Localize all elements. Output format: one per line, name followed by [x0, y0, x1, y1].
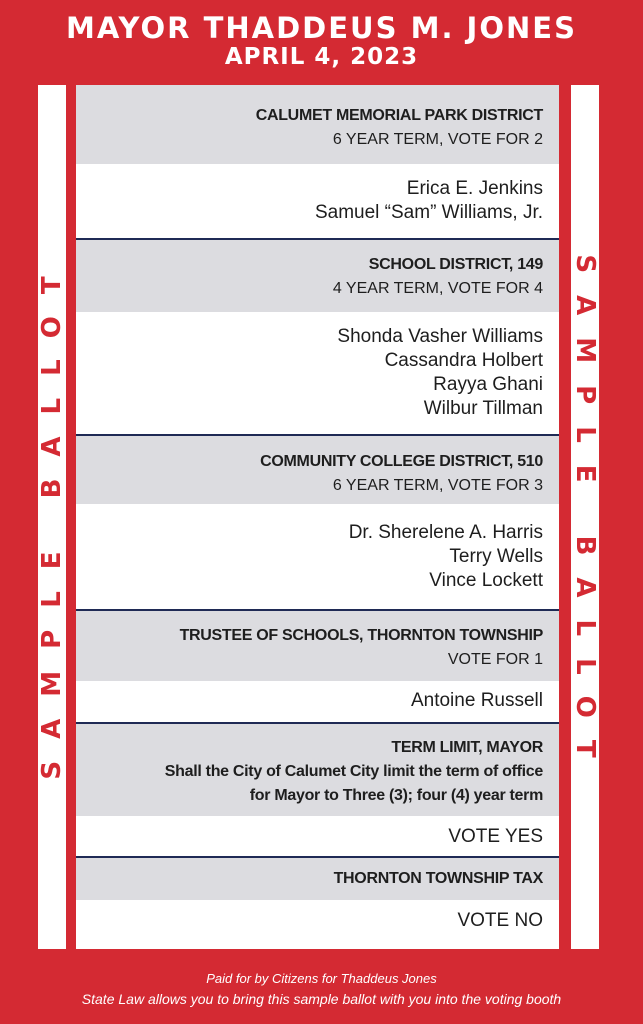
race-header [76, 436, 559, 504]
candidate-name: Antoine Russell [410, 690, 543, 711]
race-term: 4 YEAR TERM, VOTE FOR 4 [332, 280, 543, 297]
race-term: 6 YEAR TERM, VOTE FOR 3 [332, 477, 543, 494]
candidate-name: Vince Lockett [429, 570, 543, 591]
candidate-name: Shonda Vasher Williams [337, 326, 543, 347]
referendum-question-line: Shall the City of Calumet City limit the term of office [164, 763, 543, 780]
race-office: SCHOOL DISTRICT, 149 [368, 256, 543, 273]
race-term: VOTE FOR 1 [447, 651, 543, 668]
left-side-banner [38, 85, 66, 949]
vote-choice [76, 816, 559, 858]
state-law-notice: State Law allows you to bring this sample ballot with you into the voting booth [81, 991, 562, 1007]
candidate-name: Cassandra Holbert [384, 350, 543, 371]
candidate-name: Rayya Ghani [433, 374, 543, 395]
candidate-name: Dr. Sherelene A. Harris [348, 522, 543, 543]
candidate-list [76, 681, 559, 724]
page-title: MAYOR THADDEUS M. JONES [66, 11, 577, 45]
sample-ballot-label-right: SAMPLE BALLOT [570, 254, 600, 780]
candidate-name: Terry Wells [449, 546, 543, 567]
right-side-banner [571, 85, 599, 949]
race-term: 6 YEAR TERM, VOTE FOR 2 [332, 131, 543, 148]
referendum-title: TERM LIMIT, MAYOR [391, 739, 543, 756]
referendum-title: THORNTON TOWNSHIP TAX [333, 870, 543, 887]
ballot-card [76, 85, 559, 949]
race-office: TRUSTEE OF SCHOOLS, THORNTON TOWNSHIP [179, 627, 543, 644]
candidate-name: Samuel “Sam” Williams, Jr. [314, 202, 543, 223]
referendum-header [76, 858, 559, 900]
vote-yes-label: VOTE YES [448, 826, 543, 847]
race-header [76, 85, 559, 164]
race-office: COMMUNITY COLLEGE DISTRICT, 510 [260, 453, 543, 470]
race-header [76, 240, 559, 312]
election-date: APRIL 4, 2023 [224, 44, 419, 70]
referendum-header [76, 724, 559, 816]
race-header [76, 611, 559, 681]
sample-ballot-label-left: SAMPLE BALLOT [37, 254, 67, 780]
race-office: CALUMET MEMORIAL PARK DISTRICT [255, 107, 543, 124]
candidate-name: Wilbur Tillman [423, 398, 543, 419]
vote-no-label: VOTE NO [457, 910, 543, 931]
candidate-list [76, 312, 559, 436]
candidate-name: Erica E. Jenkins [406, 178, 543, 199]
candidate-list [76, 504, 559, 611]
vote-choice [76, 900, 559, 949]
candidate-list [76, 164, 559, 240]
referendum-question-line: for Mayor to Three (3); four (4) year term [249, 787, 543, 804]
paid-for-notice: Paid for by Citizens for Thaddeus Jones [206, 971, 437, 986]
